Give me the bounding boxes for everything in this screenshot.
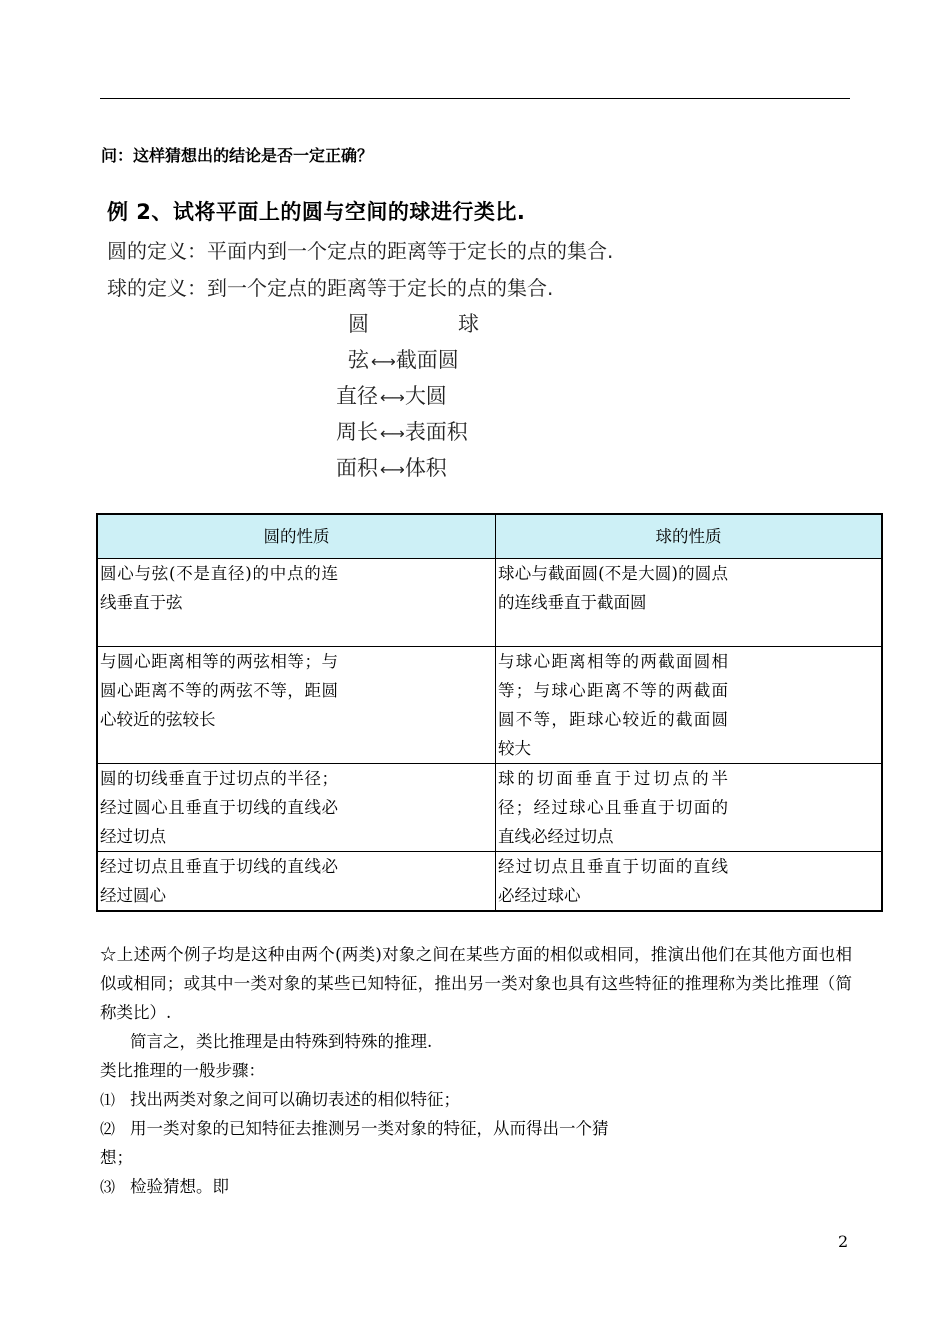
analogy-left: 直径	[336, 384, 378, 408]
analogy-definition-paragraph: ☆上述两个例子均是这种由两个(两类)对象之间在某些方面的相似或相同，推演出他们在其他方面也相似或相同；或其中一类对象的某些已知特征，推出另一类对象也具有这些特征的推理称为类比推理（简称类比）.	[100, 945, 852, 1022]
step-item-continuation	[100, 1143, 133, 1172]
summary-paragraph: 简言之，类比推理是由特殊到特殊的推理.	[130, 1032, 433, 1051]
circle-definition: 圆的定义：平面内到一个定点的距离等于定长的点的集合.	[107, 239, 614, 263]
cell-text: 经过切点且垂直于切线的直线必经过圆心	[100, 857, 338, 905]
analogy-header-sphere: 球	[458, 312, 479, 336]
page-number: 2	[838, 1232, 849, 1251]
analogy-header-circle: 圆	[348, 312, 369, 336]
cell-text: 球的切面垂直于过切点的半径；经过球心且垂直于切面的直线必经过切点	[498, 769, 728, 846]
table-cell	[97, 764, 496, 852]
table-row	[97, 647, 882, 764]
header-sphere-properties: 球的性质	[496, 514, 883, 559]
step-item	[100, 1085, 460, 1115]
analogy-left: 周长	[336, 420, 378, 444]
question-text: 问：这样猜想出的结论是否一定正确？	[101, 146, 374, 165]
step-number: ⑴	[100, 1091, 116, 1109]
table-cell	[97, 852, 496, 912]
step-item	[100, 1114, 609, 1144]
analogy-right: 截面圆	[395, 348, 459, 372]
table-row	[97, 764, 882, 852]
table-header-row	[97, 514, 882, 559]
step-text: 检验猜想。即	[130, 1177, 229, 1196]
analogy-right: 表面积	[404, 420, 468, 444]
analogy-right: 大圆	[404, 384, 447, 408]
table-cell	[97, 559, 496, 647]
double-arrow-icon: ←→	[380, 460, 403, 479]
step-number: ⑶	[100, 1178, 116, 1196]
header-rule	[100, 98, 850, 99]
cell-text: 与球心距离相等的两截面圆相等；与球心距离不等的两截面圆不等，距球心较近的截面圆较大	[498, 652, 728, 758]
cell-text: 圆的切线垂直于过切点的半径；经过圆心且垂直于切线的直线必经过切点	[100, 769, 338, 846]
example-title: 例 2、试将平面上的圆与空间的球进行类比.	[107, 200, 526, 224]
analogy-left: 弦	[348, 348, 369, 372]
table-cell	[496, 647, 883, 764]
step-item	[100, 1172, 229, 1202]
properties-table	[96, 513, 883, 912]
step-text: 想；	[100, 1148, 133, 1167]
header-circle-properties: 圆的性质	[97, 514, 496, 559]
step-number: ⑵	[100, 1120, 116, 1138]
table-cell	[97, 647, 496, 764]
cell-text: 经过切点且垂直于切面的直线必经过球心	[498, 857, 728, 905]
sphere-definition: 球的定义：到一个定点的距离等于定长的点的集合.	[107, 276, 554, 300]
analogy-row	[348, 344, 459, 374]
table-cell	[496, 559, 883, 647]
table-cell	[496, 852, 883, 912]
double-arrow-icon: ←→	[380, 424, 403, 443]
analogy-row	[336, 452, 447, 482]
step-text: 用一类对象的已知特征去推测另一类对象的特征，从而得出一个猜	[130, 1119, 609, 1138]
cell-text: 圆心与弦(不是直径)的中点的连线垂直于弦	[100, 564, 338, 612]
table-row	[97, 852, 882, 912]
double-arrow-icon: ←→	[380, 388, 403, 407]
step-text: 找出两类对象之间可以确切表述的相似特征；	[130, 1090, 460, 1109]
analogy-right: 体积	[404, 456, 447, 480]
table-row	[97, 559, 882, 647]
steps-title: 类比推理的一般步骤：	[100, 1061, 265, 1080]
double-arrow-icon: ←→	[371, 352, 394, 371]
cell-text: 球心与截面圆(不是大圆)的圆点的连线垂直于截面圆	[498, 564, 728, 612]
table-cell	[496, 764, 883, 852]
analogy-row	[336, 380, 447, 410]
analogy-row	[336, 416, 468, 446]
analogy-left: 面积	[336, 456, 378, 480]
cell-text: 与圆心距离相等的两弦相等；与圆心距离不等的两弦不等，距圆心较近的弦较长	[100, 652, 338, 729]
